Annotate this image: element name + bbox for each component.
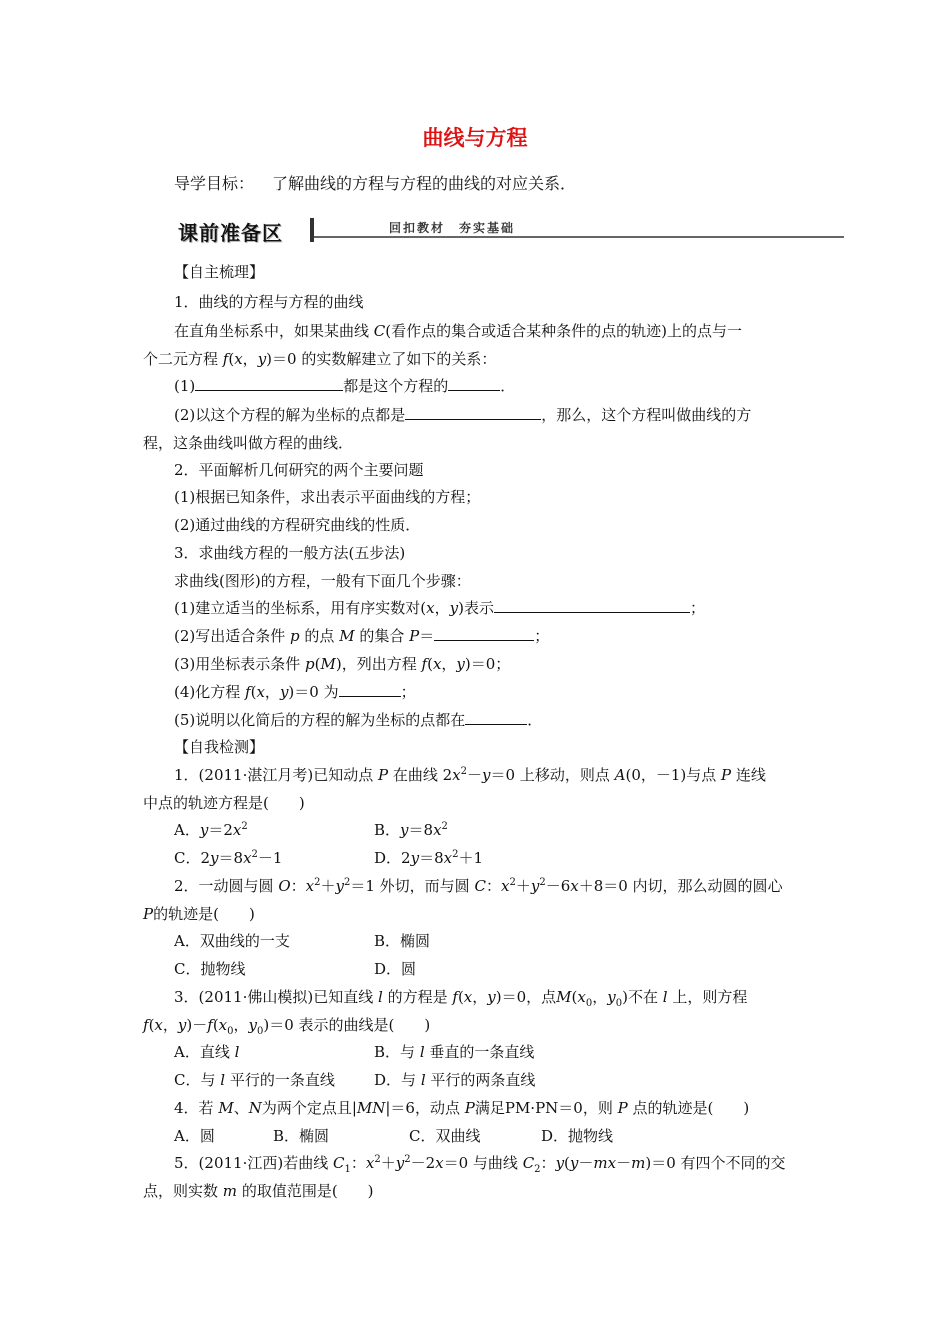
s2-item-1: (1)根据已知条件，求出表示平面曲线的方程； (174, 488, 481, 506)
q1-stem: 1．(2011·湛江月考)已知动点 P 在曲线 $2x^2-y=0$ 上移动，则点 A(0，－1)与点 P 连线 (174, 766, 766, 784)
s1-para-1: 在直角坐标系中，如果某曲线 C(看作点的集合或适合某种条件的点的轨迹)上的点与一 (174, 322, 742, 340)
section-rule (314, 236, 844, 238)
learning-goal (174, 171, 576, 194)
blank-5[interactable] (434, 626, 534, 641)
q3-option-c[interactable]: C．与 l 平行的一条直线 (174, 1071, 335, 1089)
s3-para: 求曲线(图形)的方程，一般有下面几个步骤： (174, 572, 471, 590)
q1-option-c[interactable]: C．$2y=8x^2-1$ (174, 849, 283, 867)
q2-stem-cont: P的轨迹是( ) (143, 905, 255, 923)
q3-option-b[interactable]: B．与 l 垂直的一条直线 (374, 1043, 535, 1061)
heading-self-study: 【自主梳理】 (174, 263, 265, 281)
section-title-box (174, 216, 312, 244)
s3-title: 3．求曲线方程的一般方法(五步法) (174, 544, 406, 562)
q4-option-c[interactable]: C．双曲线 (409, 1127, 481, 1145)
q4-stem: 4．若 M、N为两个定点且|MN|＝6，动点 P满足PM·PN＝0，则 P 点的轨迹是( ) (174, 1099, 750, 1117)
section-divider (310, 218, 314, 242)
s1-para-2: 个二元方程 f(x，y)＝0 的实数解建立了如下的关系： (143, 350, 497, 368)
s2-title: 2．平面解析几何研究的两个主要问题 (174, 461, 424, 479)
q3-stem-cont: f(x，$y)-f(x_0$，$y_0)=0$ 表示的曲线是( ) (143, 1016, 431, 1037)
q3-stem: 3．(2011·佛山模拟)已知直线 l 的方程是 f(x，y)＝0，点$M(x_0$，$y_0$)不在 l 上，则方程 (174, 988, 748, 1009)
section-subtitle: 回扣教材 夯实基础 (389, 221, 516, 235)
q1-option-a[interactable]: A．$y=2x^2$ (174, 821, 248, 839)
q2-option-a[interactable]: A．双曲线的一支 (174, 932, 290, 950)
q3-option-a[interactable]: A．直线 l (174, 1043, 240, 1061)
q3-option-d[interactable]: D．与 l 平行的两条直线 (374, 1071, 536, 1089)
q5-stem: 5．(2011·江西)若曲线 $C_1$：$x^2+y^2-2x=0$ 与曲线 $C_2$：y(y－mx－m)＝0 有四个不同的交 (174, 1154, 786, 1175)
s3-item-2: (2)写出适合条件 p 的点 M 的集合 P＝ ； (174, 627, 550, 645)
q1-option-d[interactable]: D．$2y=8x^2+1$ (374, 849, 483, 867)
s1-item-2: (2)以这个方程的解为坐标的点都是 ，那么，这个方程叫做曲线的方 (174, 406, 752, 424)
q2-option-c[interactable]: C．抛物线 (174, 960, 246, 978)
s1-title: 1．曲线的方程与方程的曲线 (174, 293, 364, 311)
q4-option-b[interactable]: B．椭圆 (273, 1127, 330, 1145)
q4-option-a[interactable]: A．圆 (174, 1127, 215, 1145)
s1-item-2-cont: 程，这条曲线叫做方程的曲线． (143, 434, 354, 452)
blank-1[interactable] (195, 376, 343, 391)
s3-item-3: (3)用坐标表示条件 p(M)，列出方程 f(x，y)＝0； (174, 655, 511, 673)
q2-option-b[interactable]: B．椭圆 (374, 932, 431, 950)
goal-text: 了解曲线的方程与方程的曲线的对应关系． (272, 174, 577, 193)
blank-2[interactable] (448, 376, 500, 391)
goal-label: 导学目标： (174, 174, 255, 193)
page-title: 曲线与方程 (422, 126, 528, 150)
s3-item-5: (5)说明以化简后的方程的解为坐标的点都在 ． (174, 711, 543, 729)
s3-item-4: (4)化方程 f(x，y)＝0 为 ； (174, 683, 416, 701)
section-header (174, 216, 844, 246)
blank-6[interactable] (339, 682, 401, 697)
blank-7[interactable] (465, 710, 527, 725)
blank-3[interactable] (405, 405, 541, 420)
section-title: 课前准备区 (178, 221, 283, 245)
q2-option-d[interactable]: D．圆 (374, 960, 417, 978)
s2-item-2: (2)通过曲线的方程研究曲线的性质． (174, 516, 421, 534)
q1-stem-cont: 中点的轨迹方程是( ) (143, 794, 305, 812)
s1-item-1: (1) 都是这个方程的 ． (174, 377, 516, 395)
q2-stem: 2．一动圆与圆 O：$x^2+y^2=1$ 外切，而与圆 C：$x^2+y^2-6x+8=0$ 内切，那么动圆的圆心 (174, 877, 783, 895)
heading-self-check: 【自我检测】 (174, 738, 265, 756)
blank-4[interactable] (494, 598, 690, 613)
s3-item-1: (1)建立适当的坐标系，用有序实数对(x，y)表示 ； (174, 599, 705, 617)
q5-stem-cont: 点，则实数 m 的取值范围是( ) (143, 1182, 374, 1200)
q4-option-d[interactable]: D．抛物线 (541, 1127, 614, 1145)
q1-option-b[interactable]: B．$y=8x^2$ (374, 821, 448, 839)
